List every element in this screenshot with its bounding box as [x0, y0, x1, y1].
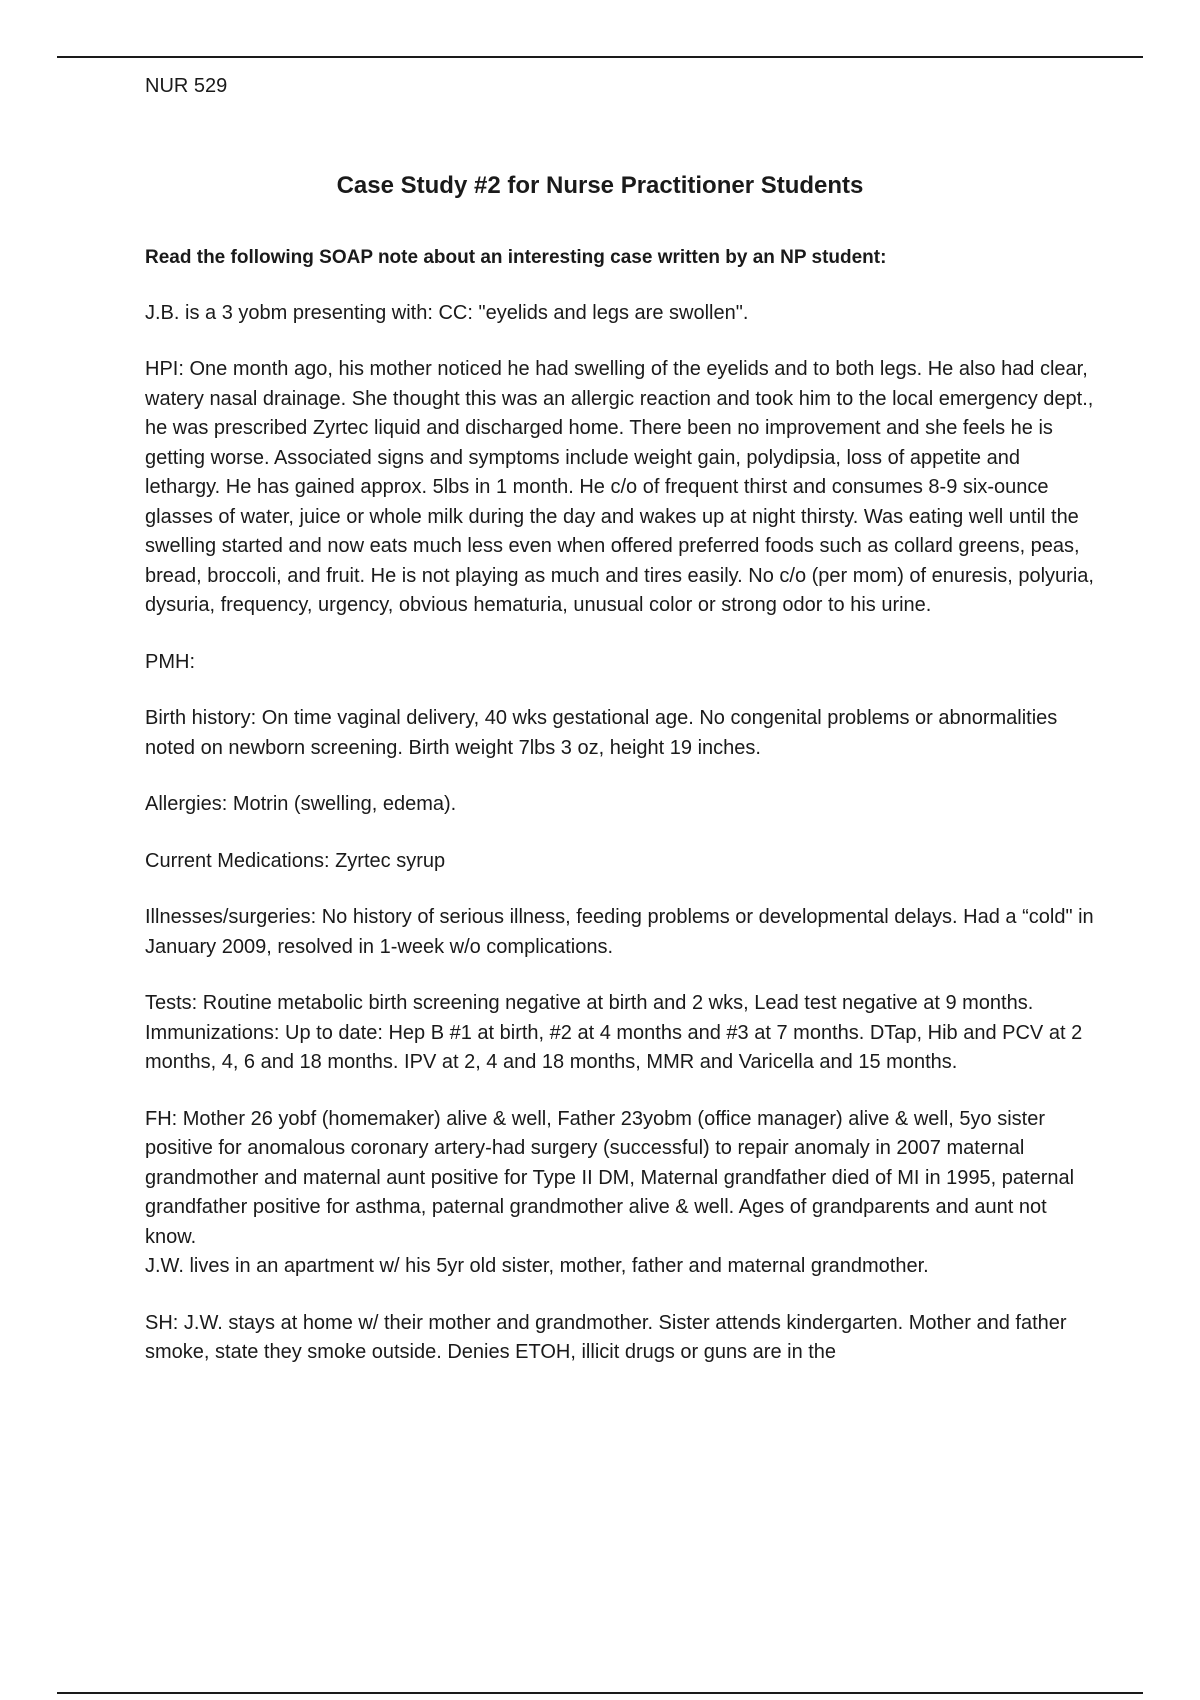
medications-paragraph: Current Medications: Zyrtec syrup: [145, 849, 446, 872]
bottom-rule: [57, 1692, 1143, 1694]
top-rule: [57, 56, 1143, 58]
document-body: [145, 243, 1095, 1395]
tests-paragraph: Tests: Routine metabolic birth screening negative at birth and 2 wks, Lead test negative at 9 months. Immunizations: Up to date: Hep B #1 at birth, #2 at 4 months and #3 at 7 months. DTap, Hib and PCV at 2 months, 4, 6 and 18 months. IPV at 2, 4 and 18 months, MMR and Varicella and 15 months.: [145, 992, 1083, 1073]
course-code: NUR 529: [145, 75, 228, 97]
birth-history-paragraph: Birth history: On time vaginal delivery, 40 wks gestational age. No congenital problems or abnormalities noted on newborn screening. Birth weight 7lbs 3 oz, height 19 inches.: [145, 707, 1058, 759]
intro-text: Read the following SOAP note about an interesting case written by an NP student:: [145, 247, 887, 268]
illnesses-paragraph: Illnesses/surgeries: No history of serious illness, feeding problems or developmental delays. Had a “cold" in January 2009, resolved in 1-week w/o complications.: [145, 906, 1094, 958]
allergies-paragraph: Allergies: Motrin (swelling, edema).: [145, 793, 457, 815]
family-history-paragraph: FH: Mother 26 yobf (homemaker) alive & well, Father 23yobm (office manager) alive & well, 5yo sister positive for anomalous coronary artery-had surgery (successful) to repair anomaly in 2007 maternal grandmother and maternal aunt positive for Type II DM, Maternal grandfather died of MI in 1995, paternal grandfather positive for asthma, paternal grandmother alive & well. Ages of grandparents and aunt not know.: [145, 1107, 1075, 1248]
hpi-paragraph: HPI: One month ago, his mother noticed he had swelling of the eyelids and to both legs. He also had clear, watery nasal drainage. She thought this was an allergic reaction and took him to the local emergency dept., he was prescribed Zyrtec liquid and discharged home. There been no improvement and she feels he is getting worse. Associated signs and symptoms include weight gain, polydipsia, loss of appetite and lethargy. He has gained approx. 5lbs in 1 month. He c/o of frequent thirst and consumes 8-9 six-ounce glasses of water, juice or whole milk during the day and wakes up at night thirsty. Was eating well until the swelling started and now eats much less even when offered preferred foods such as collard greens, peas, bread, broccoli, and fruit. He is not playing as much and tires easily. No c/o (per mom) of enuresis, polyuria, dysuria, frequency, urgency, obvious hematuria, unusual color or strong odor to his urine.: [145, 358, 1094, 616]
page-title: Case Study #2 for Nurse Practitioner Students: [336, 172, 864, 199]
pmh-heading: PMH:: [145, 650, 195, 673]
living-situation-paragraph: J.W. lives in an apartment w/ his 5yr old sister, mother, father and maternal grandmother.: [145, 1255, 929, 1277]
social-history-paragraph: SH: J.W. stays at home w/ their mother and grandmother. Sister attends kindergarten. Mother and father smoke, state they smoke outside. Denies ETOH, illicit drugs or guns are in the: [145, 1311, 1067, 1363]
chief-complaint-paragraph: J.B. is a 3 yobm presenting with: CC: "eyelids and legs are swollen".: [145, 301, 749, 324]
